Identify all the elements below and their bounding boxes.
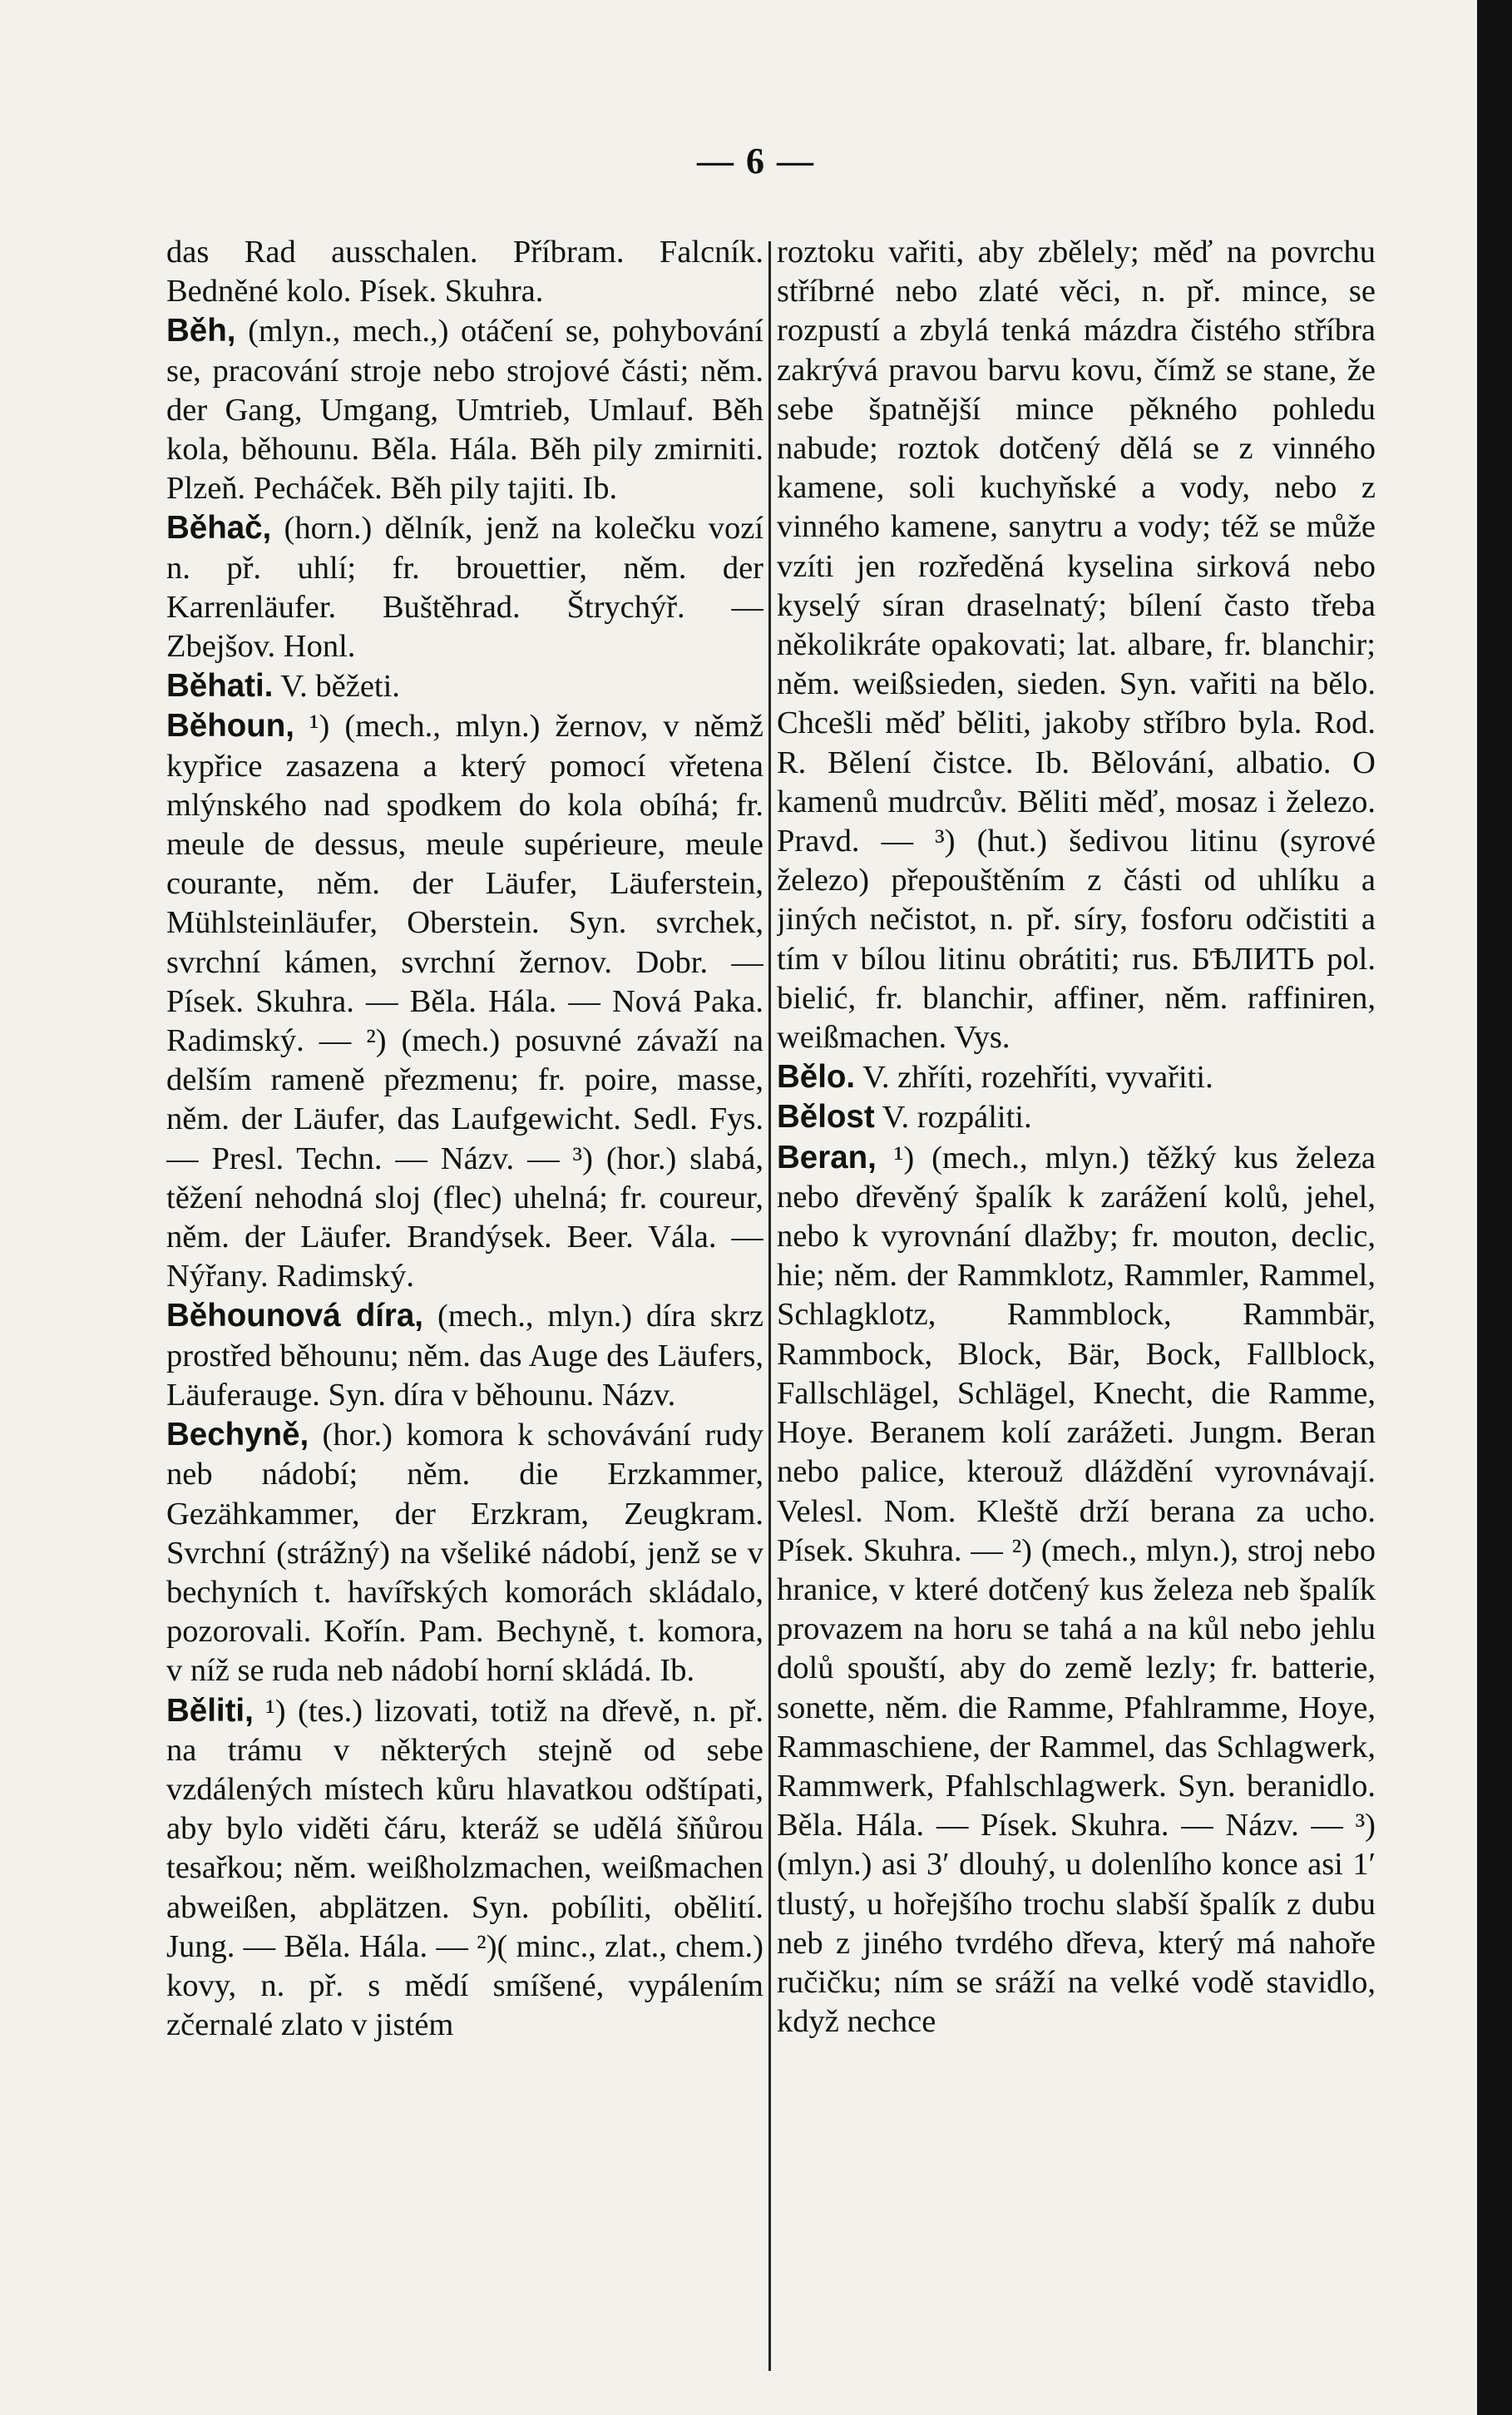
headword: Bělost <box>777 1099 875 1136</box>
headword: Beran, <box>777 1139 877 1175</box>
entry-behac: Běhač, (horn.) dělník, jenž na kolečku vozí n. př. uhlí; fr. brouettier, něm. der Karrenläufer. Buštěhrad. Štrychýř. — Zbejšov. Honl. <box>166 510 763 665</box>
scan-edge <box>1477 0 1512 2415</box>
entry-bechyne: Bechyně, (hor.) komora k schovávání rudy neb nádobí; něm. die Erzkammer, Gezähkammer, der Erzkram, Zeugkram. Svrchní (strážný) na všeliké nádobí, jenž se v bechyních t. havířských komorách skládalo, pozorovali. Kořín. Pam. Bechyně, t. komora, v níž se ruda neb nádobí horní skládá. Ib. <box>166 1417 763 1689</box>
page-number: — 6 — <box>697 141 815 181</box>
entry-behati: Běhati. V. běžeti. <box>166 668 400 705</box>
headword: Běhač, <box>166 510 272 547</box>
entry-beliti: Běliti, ¹) (tes.) lizovati, totiž na dřevě, n. př. na trámu v některých stejně od sebe vzdálených místech kůru hlavatkou odštípati, aby bylo viděti čáru, kteráž se udělá šňůrou tesařkou; něm. weißholzmachen, weißmachen abweißen, abplätzen. Syn. pobíliti, obělití. Jung. — Běla. Hála. — ²)( minc., zlat., chem.) kovy, n. př. s mědí smíšené, vypálením zčernalé zlato v jistém <box>166 1692 763 2043</box>
right-column <box>777 233 1376 2379</box>
entry-continuation: das Rad ausschalen. Příbram. Falcník. Bedněné kolo. Písek. Skuhra. <box>166 235 763 309</box>
entry-behoun: Běhoun, ¹) (mech., mlyn.) žernov, v němž kypřice zasazena a který pomocí vřetena mlýnského nad spodkem do kola obíhá; fr. meule de dessus, meule supérieure, meule courante, něm. der Läufer, Läuferstein, Mühlsteinläufer, Oberstein. Syn. svrchek, svrchní kámen, svrchní žernov. Dobr. — Písek. Skuhra. — Běla. Hála. — Nová Paka. Radimský. — ²) (mech.) posuvné závaží na delším rameně přezmenu; fr. poire, masse, něm. der Läufer, das Laufgewicht. Sedl. Fys. — Presl. Techn. — Názv. — ³) (hor.) slabá, těžení nehodná sloj (flec) uhelná; fr. coureur, něm. der Läufer. Brandýsek. Beer. Vála. — Nýřany. Radimský. <box>166 708 763 1294</box>
headword: Běhounová díra, <box>166 1298 423 1334</box>
column-divider <box>768 241 771 2371</box>
entry-behounova-dira: Běhounová díra, (mech., mlyn.) díra skrz prostřed běhounu; něm. das Auge des Läufers, Läuferauge. Syn. díra v běhounu. Názv. <box>166 1298 763 1413</box>
headword: Běhati. <box>166 668 274 705</box>
entry-belo: Bělo. V. zhříti, rozehříti, vyvařiti. <box>777 1059 1213 1096</box>
left-column <box>166 233 763 2379</box>
entry-beh: Běh, (mlyn., mech.,) otáčení se, pohybování se, pracování stroje nebo strojové části; něm. der Gang, Umgang, Umtrieb, Umlauf. Běh kola, běhounu. Běla. Hála. Běh pily zmirniti. Plzeň. Pecháček. Běh pily tajiti. Ib. <box>166 313 763 507</box>
entry-belost: Bělost V. rozpáliti. <box>777 1099 1032 1136</box>
headword: Běliti, <box>166 1692 254 1729</box>
headword: Běh, <box>166 313 236 349</box>
headword: Bělo. <box>777 1059 856 1096</box>
headword: Běhoun, <box>166 708 294 745</box>
entry-beran: Beran, ¹) (mech., mlyn.) těžký kus železa nebo dřevěný špalík k zarážení kolů, jehel, nebo k vyrovnání dlažby; fr. mouton, declic, hie; něm. der Rammklotz, Rammler, Rammel, Schlagklotz, Rammblock, Rammbär, Rammbock, Block, Bär, Bock, Fallblock, Fallschlägel, Schlägel, Knecht, die Ramme, Hoye. Beranem kolí zarážeti. Jungm. Beran nebo palice, kterouž dláždění vyrovnávají. Velesl. Nom. Kleště drží berana za ucho. Písek. Skuhra. — ²) (mech., mlyn.), stroj nebo hranice, v které dotčený kus železa neb špalík provazem na horu se tahá a na kůl nebo jehlu dolů spouští, aby do země lezly; fr. batterie, sonette, něm. die Ramme, Pfahlramme, Hoye, Rammaschiene, der Rammel, das Schlagwerk, Rammwerk, Pfahlschlagwerk. Syn. beranidlo. Běla. Hála. — Písek. Skuhra. — Názv. — ³) (mlyn.) asi 3′ dlouhý, u dolenlího konce asi 1′ tlustý, u hořejšího trochu slabší špalík z dubu neb z jiného tvrdého dřeva, který má nahoře ručičku; ním se sráží na velké vodě stavidlo, když nechce <box>777 1139 1376 2040</box>
entry-continuation: roztoku vařiti, aby zbělely; měď na povrchu stříbrné nebo zlaté věci, n. př. mince, se rozpustí a zbylá tenká mázdra čistého stříbra zakrývá pravou barvu kovu, čímž se stane, že sebe špatnější mince pěkného pohledu nabude; roztok dotčený dělá se z vinného kamene, soli kuchyňské a vody, nebo z vinného kamene, sanytru a vody; též se může vzíti jen rozředěná kyselina sirková nebo kyselý síran draselnatý; bílení často třeba několikráte opakovati; lat. albare, fr. blanchir; něm. weißsieden, sieden. Syn. vařiti na bělo. Chcešli měď běliti, jakoby stříbro byla. Rod. R. Bělení čistce. Ib. Bělování, albatio. O kamenů mudrcův. Běliti měď, mosaz i železo. Pravd. — ³) (hut.) šedivou litinu (syrové železo) přepouštěním z části od uhlíku a jiných nečistot, n. př. síry, fosforu odčistiti a tím v bílou litinu obrátiti; rus. БѢЛИТЬ pol. bielić, fr. blanchir, affiner, něm. raffiniren, weißmachen. Vys. <box>777 235 1376 1056</box>
headword: Bechyně, <box>166 1417 309 1453</box>
